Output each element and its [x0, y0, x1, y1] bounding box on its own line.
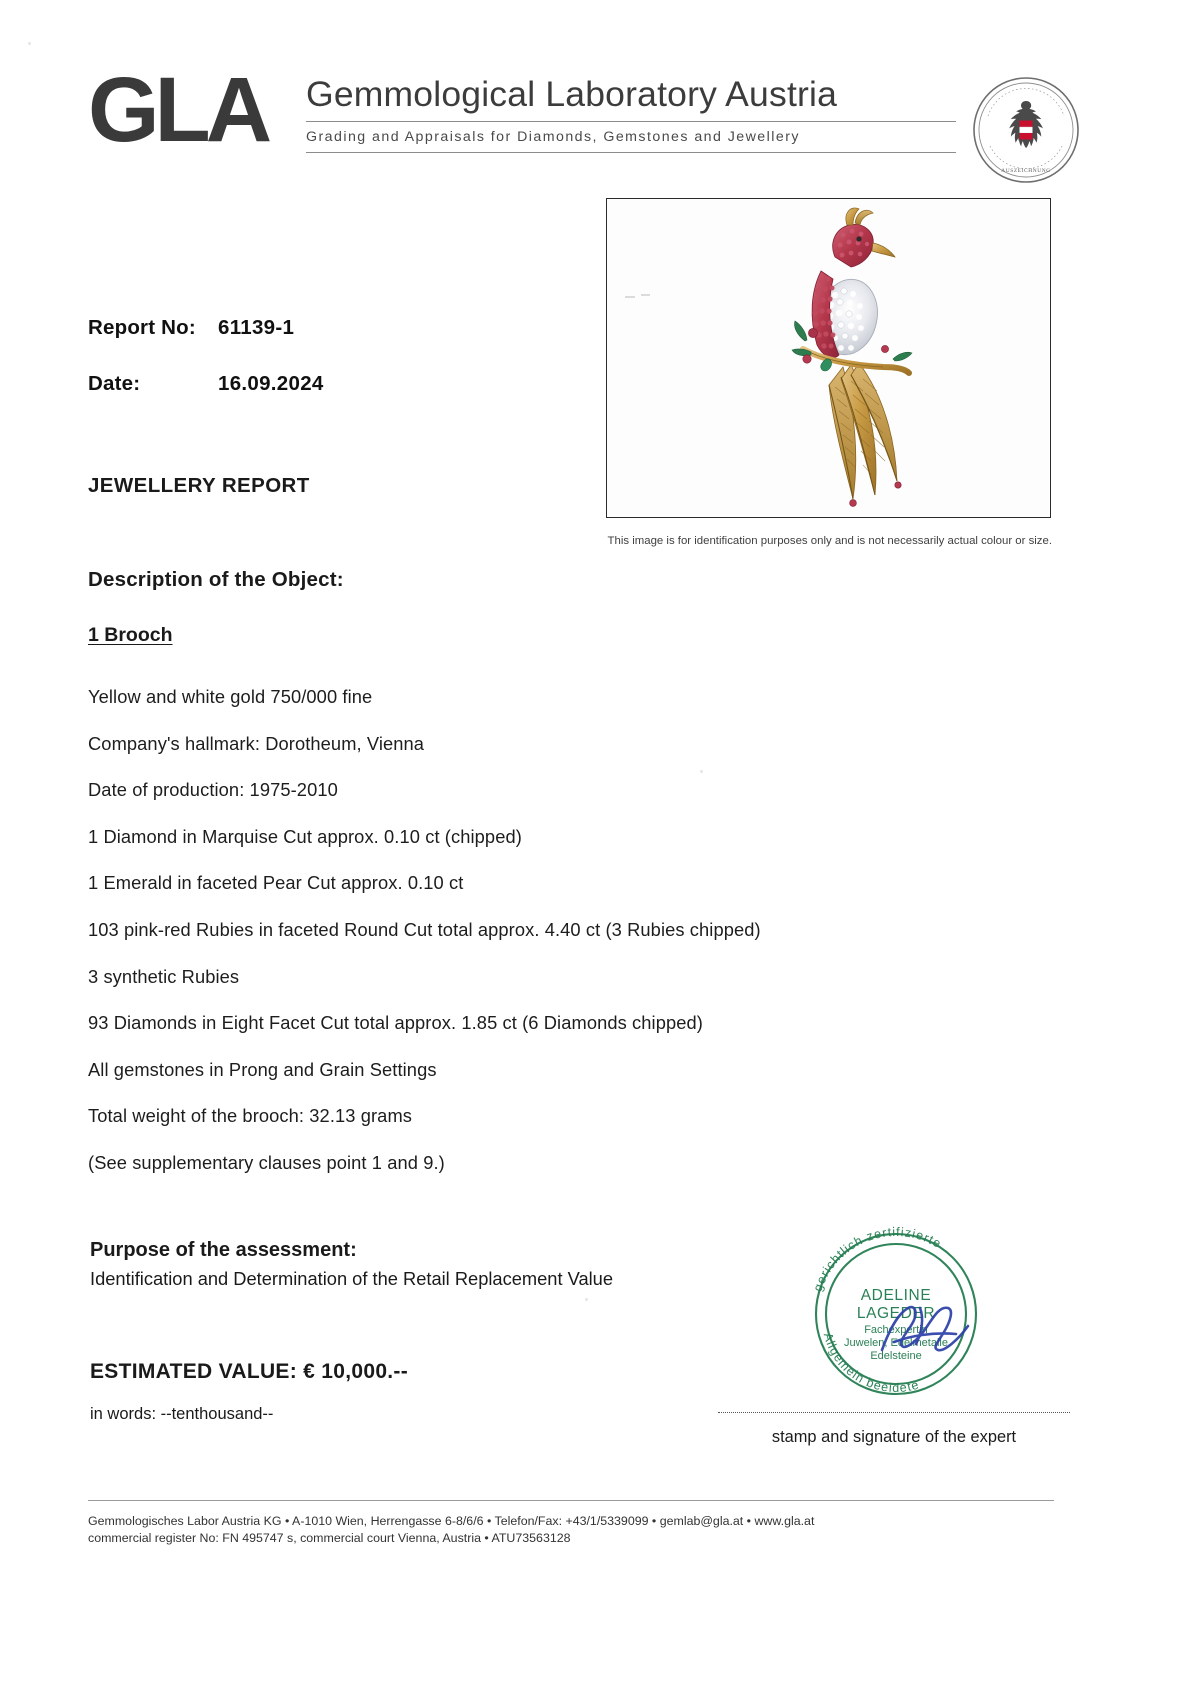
- svg-text:Allgemein beeidete: Allgemein beeidete: [820, 1331, 921, 1396]
- document-type-heading: JEWELLERY REPORT: [88, 474, 310, 497]
- date-value: 16.09.2024: [218, 372, 324, 395]
- austrian-eagle-seal-icon: [972, 76, 1080, 184]
- footer-line-2: commercial register No: FN 495747 s, commercial court Vienna, Austria • ATU73563128: [88, 1531, 571, 1545]
- description-line: (See supplementary clauses point 1 and 9.): [88, 1151, 445, 1173]
- svg-text:Fachexpertin: Fachexpertin: [864, 1324, 928, 1336]
- description-list: [88, 674, 1068, 1187]
- object-photo: [606, 198, 1051, 518]
- scan-speck: [700, 770, 703, 773]
- report-no-row: [88, 316, 558, 340]
- svg-text:ADELINE: ADELINE: [860, 1287, 932, 1304]
- signature-caption: stamp and signature of the expert: [771, 1428, 1017, 1446]
- svg-text:gerichtlich zertifizierte: gerichtlich zertifizierte: [810, 1224, 945, 1294]
- footer-line-1: Gemmologisches Labor Austria KG • A-1010 Wien, Herrengasse 6-8/6/6 • Telefon/Fax: +43/1/5339099 • gemlab@gla.at • www.gla.at: [88, 1514, 815, 1528]
- footer: [88, 1513, 1068, 1547]
- report-no-label: Report No:: [88, 316, 196, 339]
- description-line: All gemstones in Prong and Grain Settings: [88, 1058, 437, 1080]
- scan-speck: [28, 42, 31, 45]
- expert-stamp: [798, 1222, 994, 1398]
- svg-text:Juwelen, Edelmetalle: Juwelen, Edelmetalle: [844, 1337, 948, 1349]
- purpose-heading: Purpose of the assessment:: [90, 1239, 357, 1261]
- description-line: Yellow and white gold 750/000 fine: [88, 686, 373, 707]
- description-line: 93 Diamonds in Eight Facet Cut total approx. 1.85 ct (6 Diamonds chipped): [88, 1012, 703, 1034]
- header-titles: [306, 74, 966, 153]
- header-divider-top: [306, 121, 956, 122]
- item-title: 1 Brooch: [88, 624, 173, 646]
- svg-text:AUSZEICHNUNG: AUSZEICHNUNG: [1001, 168, 1051, 174]
- estimated-value: ESTIMATED VALUE: € 10,000.--: [90, 1360, 409, 1383]
- date-row: [88, 372, 558, 396]
- signature-line: [718, 1412, 1070, 1413]
- report-meta: [88, 316, 558, 428]
- photo-caption: This image is for identification purposes only and is not necessarily actual colour or size.: [607, 535, 1052, 547]
- description-line: 103 pink-red Rubies in faceted Round Cut total approx. 4.40 ct (3 Rubies chipped): [88, 918, 761, 940]
- scan-speck: [585, 1298, 588, 1301]
- report-no-value: 61139-1: [218, 316, 295, 339]
- description-line: Date of production: 1975-2010: [88, 779, 338, 801]
- purpose-text: Identification and Determination of the Retail Replacement Value: [90, 1268, 614, 1289]
- svg-text:LAGEDER: LAGEDER: [856, 1305, 936, 1322]
- description-line: 3 synthetic Rubies: [88, 965, 240, 987]
- header-divider-bottom: [306, 152, 956, 153]
- description-line: 1 Diamond in Marquise Cut approx. 0.10 ct (chipped): [88, 825, 522, 847]
- footer-divider: [88, 1500, 1054, 1501]
- description-heading: Description of the Object:: [88, 568, 344, 591]
- lab-subtitle: Grading and Appraisals for Diamonds, Gemstones and Jewellery: [306, 129, 800, 145]
- document-header: [88, 58, 1056, 183]
- value-in-words: in words: --tenthousand--: [90, 1405, 274, 1423]
- description-line: Company's hallmark: Dorotheum, Vienna: [88, 732, 425, 754]
- gla-logo: GLA: [88, 59, 268, 161]
- svg-text:Edelsteine: Edelsteine: [870, 1350, 922, 1362]
- date-label: Date:: [88, 372, 141, 395]
- lab-title: Gemmological Laboratory Austria: [306, 74, 838, 114]
- description-line: Total weight of the brooch: 32.13 grams: [88, 1105, 413, 1127]
- description-line: 1 Emerald in faceted Pear Cut approx. 0.10 ct: [88, 872, 464, 894]
